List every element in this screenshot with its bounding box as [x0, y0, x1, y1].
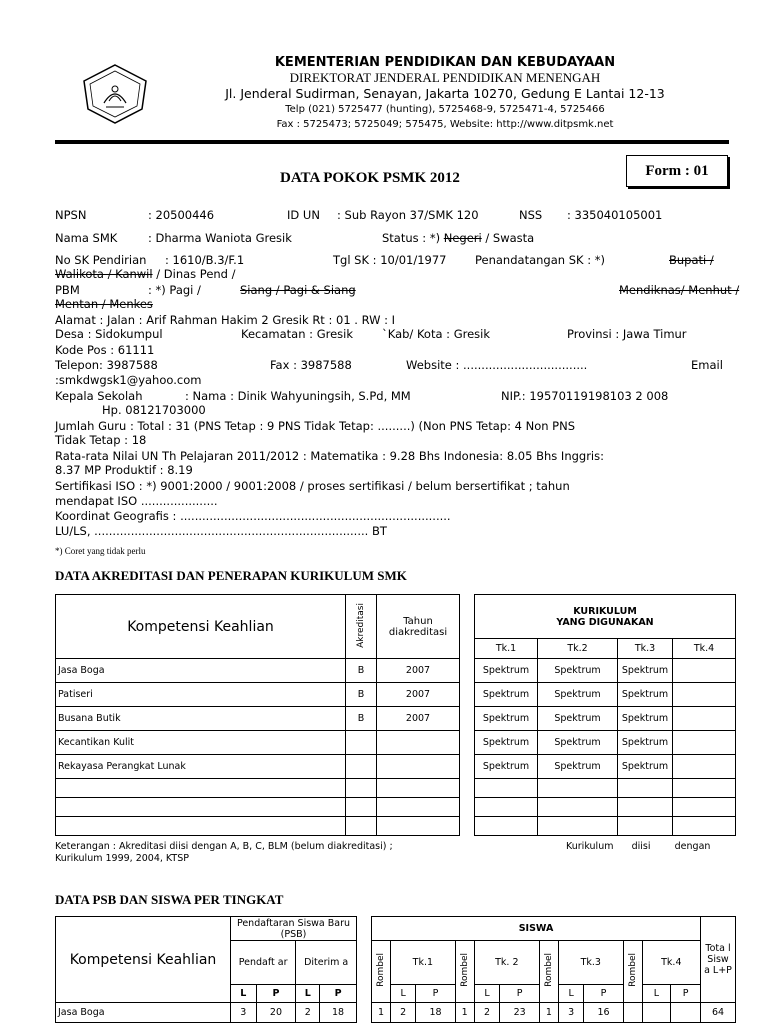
address-line: Jl. Jenderal Sudirman, Senayan, Jakarta 10270, Gedung E Lantai 12-13 — [225, 86, 665, 101]
npsn-value: : 20500446 — [148, 208, 215, 222]
iso-row-1: Sertifikasi ISO : *) 9001:2000 / 9001:2008 / proses sertifikasi / belum bersertifikat ; tahun — [55, 479, 570, 493]
form-number-box: Form : 01 — [626, 155, 728, 187]
akred-value: B — [346, 659, 377, 683]
telepon: Telepon: 3987588 — [55, 358, 158, 372]
tahun-value — [377, 755, 460, 779]
kur-value: Spektrum — [538, 707, 618, 731]
akreditasi-table — [55, 594, 460, 836]
table-row — [56, 779, 460, 798]
table-row — [475, 755, 736, 779]
total-header: Tota l Sisw a L+P — [701, 917, 736, 1003]
tk-header: Tk.1 — [475, 639, 538, 659]
siswa-value: 3 — [558, 1003, 583, 1023]
sk-row-2 — [55, 267, 725, 281]
psb-col-kompetensi: Kompetensi Keahlian — [56, 917, 231, 1003]
kurikulum-title-2: YANG DIGUNAKAN — [556, 616, 654, 628]
table-row — [372, 1003, 736, 1023]
psb-table — [55, 916, 357, 1023]
table-row — [56, 755, 460, 779]
tahun-value: 2007 — [377, 683, 460, 707]
siswa-value: 2 — [474, 1003, 500, 1023]
email-label: Email — [691, 358, 723, 372]
komp-name: Jasa Boga — [56, 659, 346, 683]
page-title: DATA POKOK PSMK 2012 — [280, 170, 460, 186]
rombel-label: Rombel — [376, 953, 386, 987]
table-row — [56, 817, 460, 836]
tahun-value — [377, 731, 460, 755]
tk-header: Tk.4 — [673, 639, 736, 659]
kepsek-label: Kepala Sekolah — [55, 389, 143, 403]
table-row — [56, 683, 460, 707]
akred-value — [346, 731, 377, 755]
siswa-value: 16 — [584, 1003, 623, 1023]
keterangan-1: Keterangan : Akreditasi diisi dengan A, B, C, BLM (belum diakreditasi) ; — [55, 841, 393, 852]
email-value: :smkdwgsk1@yahoo.com — [55, 373, 202, 387]
p-header: P — [256, 985, 296, 1003]
kur-value: Spektrum — [538, 683, 618, 707]
table-row — [56, 659, 460, 683]
table-row — [56, 1003, 357, 1023]
idun-value: : Sub Rayon 37/SMK 120 — [337, 208, 479, 222]
siswa-value: 23 — [500, 1003, 540, 1023]
komp-name: Rekayasa Perangkat Lunak — [56, 755, 346, 779]
keterangan-2: Kurikulum 1999, 2004, KTSP — [55, 853, 189, 864]
kur-value: Spektrum — [618, 755, 673, 779]
keterangan-right: Kurikulum diisi dengan — [566, 841, 711, 852]
iso-row-2: mendapat ISO ..................... — [55, 494, 218, 508]
sk-value: : 1610/B.3/F.1 — [165, 253, 245, 267]
kur-value: Spektrum — [475, 755, 538, 779]
siswa-table — [371, 916, 736, 1023]
nss-label: NSS — [519, 208, 543, 222]
p-header: P — [584, 985, 623, 1003]
koordinat-row-1: Koordinat Geografis : .......................................................................... — [55, 509, 451, 523]
provinsi: Provinsi : Jawa Timur — [567, 327, 687, 341]
psb-value: 3 — [231, 1003, 257, 1023]
ministry-name: KEMENTERIAN PENDIDIKAN DAN KEBUDAYAAN — [274, 55, 616, 70]
directorate-name: DIREKTORAT JENDERAL PENDIDIKAN MENENGAH — [289, 70, 601, 85]
p-header: P — [671, 985, 701, 1003]
kur-value: Spektrum — [475, 707, 538, 731]
siswa-value: 18 — [416, 1003, 455, 1023]
un-row-1: Rata-rata Nilai UN Th Pelajaran 2011/2012 : Matematika : 9.28 Bhs Indonesia: 8.05 Bhs Inggris: — [55, 449, 604, 463]
tk-header: Tk.2 — [538, 639, 618, 659]
psb-header: Pendaftaran Siswa Baru (PSB) — [231, 917, 357, 941]
table-row — [475, 798, 736, 817]
col-akreditasi-label: Akreditasi — [356, 602, 366, 648]
kur-value: Spektrum — [538, 659, 618, 683]
tk-header: Tk.3 — [558, 941, 623, 985]
pendaftar-header: Pendaft ar — [231, 941, 296, 985]
table-row — [475, 683, 736, 707]
col-akreditasi — [346, 595, 377, 659]
l-header: L — [296, 985, 320, 1003]
desa: Desa : Sidokumpul — [55, 327, 163, 341]
kepsek-nama: : Nama : Dinik Wahyuningsih, S.Pd, MM — [185, 389, 411, 403]
kur-value: Spektrum — [475, 659, 538, 683]
footnote: *) Coret yang tidak perlu — [55, 546, 146, 556]
alamat-row: Alamat : Jalan : Arif Rahman Hakim 2 Gresik Rt : 01 . RW : I — [55, 313, 396, 327]
psb-komp-name: Jasa Boga — [56, 1003, 231, 1023]
phone-line: Telp (021) 5725477 (hunting), 5725468-9, 5725471-4, 5725466 — [285, 104, 605, 115]
p-header: P — [320, 985, 357, 1003]
kur-value: Spektrum — [618, 707, 673, 731]
guru-row-2: Tidak Tetap : 18 — [55, 433, 147, 447]
akred-value — [346, 755, 377, 779]
status-swasta: / Swasta — [485, 231, 535, 245]
kemdikbud-logo — [76, 63, 154, 125]
status-negeri: Negeri — [443, 231, 482, 245]
tk-header: Tk.3 — [618, 639, 673, 659]
tahun-value: 2007 — [377, 707, 460, 731]
kepsek-nip: NIP.: 19570119198103 2 008 — [501, 389, 669, 403]
rombel-label: Rombel — [627, 953, 638, 987]
tk-header: Tk.4 — [642, 941, 700, 985]
l-header: L — [558, 985, 583, 1003]
kur-value: Spektrum — [475, 731, 538, 755]
kur-value: Spektrum — [618, 659, 673, 683]
section-akreditasi-title: DATA AKREDITASI DAN PENERAPAN KURIKULUM SMK — [55, 568, 407, 583]
nama-label: Nama SMK — [55, 231, 118, 245]
col-tahun: Tahun diakreditasi — [377, 595, 460, 659]
table-row — [475, 659, 736, 683]
pbm-strike: Siang / Pagi & Siang — [240, 283, 356, 297]
status-field — [382, 231, 534, 245]
kurikulum-title — [475, 595, 736, 639]
kecamatan: Kecamatan : Gresik — [241, 327, 354, 341]
nama-value: : Dharma Waniota Gresik — [148, 231, 292, 245]
npsn-label: NPSN — [55, 208, 87, 222]
col-kompetensi: Kompetensi Keahlian — [56, 595, 346, 659]
tahun-value: 2007 — [377, 659, 460, 683]
kur-value: Spektrum — [538, 755, 618, 779]
table-row — [475, 707, 736, 731]
kodepos-row: Kode Pos : 61111 — [55, 343, 155, 357]
kepsek-hp: Hp. 08121703000 — [102, 403, 206, 417]
table-row — [56, 707, 460, 731]
koordinat-row-2: LU/LS, ........................................................................... BT — [55, 524, 387, 538]
siswa-value: 1 — [455, 1003, 474, 1023]
table-row — [475, 779, 736, 798]
pbm-label: PBM — [55, 283, 80, 297]
fax-line: Fax : 5725473; 5725049; 575475, Website: http://www.ditpsmk.net — [276, 119, 614, 130]
un-row-2: 8.37 MP Produktif : 8.19 — [55, 463, 193, 477]
l-header: L — [474, 985, 500, 1003]
akred-value: B — [346, 683, 377, 707]
l-header: L — [231, 985, 257, 1003]
penandatangan: Penandatangan SK : *) — [475, 253, 605, 267]
psb-value: 18 — [320, 1003, 357, 1023]
table-row — [475, 731, 736, 755]
tgl-sk: Tgl SK : 10/01/1977 — [333, 253, 447, 267]
akred-value: B — [346, 707, 377, 731]
idun-label: ID UN — [287, 208, 320, 222]
guru-row-1: Jumlah Guru : Total : 31 (PNS Tetap : 9 PNS Tidak Tetap: .........) (Non PNS Tetap: 4 Non PNS — [55, 419, 576, 433]
sk-label: No SK Pendirian — [55, 253, 147, 267]
kurikulum-table — [474, 594, 736, 836]
siswa-header: SISWA — [372, 917, 701, 941]
header-rule — [55, 140, 729, 144]
psb-value: 2 — [296, 1003, 320, 1023]
komp-name: Busana Butik — [56, 707, 346, 731]
bupati: Bupati / — [669, 253, 714, 267]
siswa-value: 1 — [372, 1003, 391, 1023]
table-row — [475, 817, 736, 836]
nss-value: : 335040105001 — [567, 208, 663, 222]
l-header: L — [642, 985, 671, 1003]
dinas: / Dinas Pend / — [156, 267, 236, 281]
diterima-header: Diterim a — [296, 941, 357, 985]
tk-header: Tk. 2 — [474, 941, 539, 985]
kab-kota: `Kab/ Kota : Gresik — [382, 327, 491, 341]
mendiknas: Mendiknas/ Menhut / — [619, 283, 740, 297]
l-header: L — [391, 985, 416, 1003]
kur-value: Spektrum — [538, 731, 618, 755]
rombel-label: Rombel — [459, 953, 470, 987]
tk-header: Tk.1 — [391, 941, 456, 985]
kurikulum-title-1: KURIKULUM — [573, 605, 637, 617]
rombel-label: Rombel — [543, 953, 554, 987]
psb-value: 20 — [256, 1003, 296, 1023]
mentan: Mentan / Menkes — [55, 297, 153, 311]
table-row — [56, 798, 460, 817]
fax-sekolah: Fax : 3987588 — [270, 358, 352, 372]
komp-name: Kecantikan Kulit — [56, 731, 346, 755]
walikota: Walikota / Kanwil — [55, 267, 153, 281]
kur-value: Spektrum — [618, 731, 673, 755]
pbm-value: : *) Pagi / — [148, 283, 201, 297]
p-header: P — [416, 985, 455, 1003]
siswa-value: 1 — [539, 1003, 558, 1023]
section-psb-title: DATA PSB DAN SISWA PER TINGKAT — [55, 892, 284, 907]
kur-value: Spektrum — [618, 683, 673, 707]
siswa-value: 2 — [391, 1003, 416, 1023]
website: Website : .................................. — [406, 358, 588, 372]
total-value: 64 — [701, 1003, 736, 1023]
komp-name: Patiseri — [56, 683, 346, 707]
table-row — [56, 731, 460, 755]
p-header: P — [500, 985, 540, 1003]
status-label: Status : *) — [382, 231, 441, 245]
kur-value: Spektrum — [475, 683, 538, 707]
